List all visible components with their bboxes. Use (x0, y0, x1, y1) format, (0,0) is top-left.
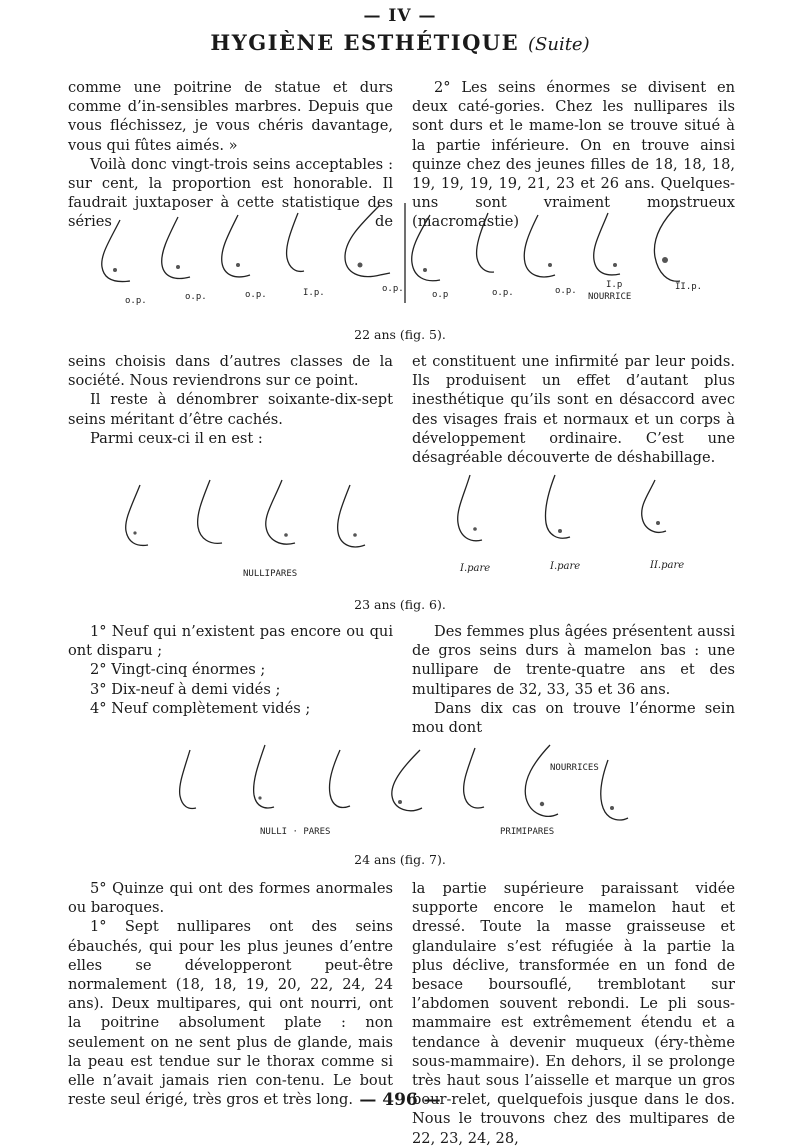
paragraph: Voilà donc vingt-trois seins acceptables : sur cent, la proportion est honorable. Il faudrait juxtaposer à cette statistique des séries de (68, 155, 393, 231)
figure-5 (60, 195, 710, 315)
fig5-label: o.p (432, 290, 449, 300)
title-suffix: (Suite) (528, 34, 590, 55)
paragraph: Des femmes plus âgées présentent aussi de gros seins durs à mamelon bas : une nullipare de trente-quatre ans et des multipares de 32, 33, 35 et 36 ans. (412, 623, 735, 698)
fig5-label: o.p. (185, 292, 207, 302)
fig5-label: o.p. (382, 284, 404, 294)
paragraph: 5° Quinze qui ont des formes anormales ou baroques. (68, 880, 393, 917)
shading-marks (113, 257, 668, 272)
list-item: 3° Dix-neuf à demi vidés ; (90, 680, 281, 698)
figure-5-labels (125, 280, 702, 306)
text-block-3-right (412, 622, 735, 737)
fig5-label: o.p. (125, 296, 147, 306)
list-item: 1° Neuf qui n’existent pas encore ou qui ont disparu ; (68, 623, 393, 660)
fig5-label: o.p. (245, 290, 267, 300)
fig5-label: II.p. (675, 282, 703, 292)
list-item: 2° Vingt-cinq énormes ; (90, 661, 266, 679)
paragraph: seins choisis dans d’autres classes de la société. Nous reviendrons sur ce point. (68, 353, 393, 390)
figure-6-drawing (60, 465, 710, 580)
figure-7-caption: 24 ans (fig. 7). (354, 852, 446, 867)
figure-5-caption: 22 ans (fig. 5). (354, 327, 446, 342)
figure-5-drawing (60, 195, 710, 315)
section-number: — IV — (363, 6, 437, 26)
paragraph: 2° Les seins énormes se divisent en deux caté-gories. Chez les nullipares ils sont durs et le mame-lon se trouve situé à la partie inférieure. On en trouve ainsi quinze chez des jeunes filles de 18, 18, 18, 19, 19, 19, 19, 21, 23 et 26 ans. Quelques-uns sont vraiment monstrueux (macromastie) (412, 79, 735, 231)
breast-profile-sketches (180, 745, 628, 820)
text-block-2-left (68, 352, 393, 448)
paragraph: Il reste à dénombrer soixante-dix-sept seins méritant d’être cachés. (68, 391, 393, 428)
shading-marks (258, 796, 614, 810)
figure-6-labels (243, 560, 684, 579)
paragraph: la partie supérieure paraissant vidée supporte encore le mamelon haut et dressé. Toute la masse graisseuse et glandulaire s’est réfugiée à la partie la plus déclive, transformée en un fond de besace boursouflé, tremblotant sur l’abdomen souvent rebondi. Le pli sous-mammaire est extrêmement étendu et a tendance à devenir muqueux (éry-thème sous-mammaire). En dehors, il se prolonge très haut sous l’aisselle et marque un gros bour-relet, quelquefois jusque dans le dos. Nous le trouvons chez des multipares de 22, 23, 24, 28, (412, 880, 735, 1147)
shading-marks (133, 521, 660, 537)
fig7-label: NULLI · PARES (260, 827, 331, 837)
figure-6-caption: 23 ans (fig. 6). (354, 597, 446, 612)
fig7-label: PRIMIPARES (500, 827, 555, 837)
title-main: HYGIÈNE ESTHÉTIQUE (210, 30, 520, 55)
text-block-2-right (412, 352, 735, 467)
paragraph: 1° Sept nullipares ont des seins ébauchés, qui pour les plus jeunes d’entre elles se développeront peut-être normalement (18, 18, 19, 20, 22, 24, 24 ans). Deux multipares, qui ont nourri, ont la poitrine absolument plate : non seulement on ne sent plus de glande, mais la peau est tendue sur le thorax comme si elle n’avait jamais rien con-tenu. Le bout reste seul érigé, très gros et très long. (68, 918, 393, 1109)
page-title (0, 30, 800, 55)
figure-6 (60, 465, 710, 580)
text-block-4-left (68, 879, 393, 1109)
fig5-label: I.p (606, 280, 623, 290)
fig5-label: o.p. (492, 288, 514, 298)
fig5-label: o.p. (555, 286, 577, 296)
list-item: 4° Neuf complètement vidés ; (90, 699, 311, 717)
fig6-label: I.pare (550, 561, 581, 572)
text-block-3-left (68, 622, 393, 718)
figure-7-drawing (60, 730, 710, 842)
paragraph: et constituent une infirmité par leur poids. Ils produisent un effet d’autant plus inesthétique qu’ils sont en désaccord avec des visages frais et normaux et un corps à développement ordinaire. C’est une désagréable découverte de déshabillage. (412, 353, 735, 467)
paragraph: comme une poitrine de statue et durs comme d’in-sensibles marbres. Depuis que vous fléchissez, je vous chéris davantage, vous qui fûtes aimés. » (68, 79, 393, 154)
fig7-label: NOURRICES (550, 763, 599, 773)
fig6-label: NULLIPARES (243, 569, 298, 579)
paragraph: Parmi ceux-ci il en est : (90, 429, 263, 447)
page-number: — 496 — (359, 1090, 441, 1110)
paragraph: Dans dix cas on trouve l’énorme sein mou dont (412, 699, 735, 737)
figure-7 (60, 730, 710, 842)
fig6-label: II.pare (650, 560, 685, 571)
fig5-label: NOURRICE (588, 292, 632, 302)
figure-7-labels (260, 763, 599, 837)
breast-profile-sketches (126, 475, 666, 547)
fig5-label: I.p. (303, 288, 325, 298)
fig6-label: I.pare (460, 563, 491, 574)
